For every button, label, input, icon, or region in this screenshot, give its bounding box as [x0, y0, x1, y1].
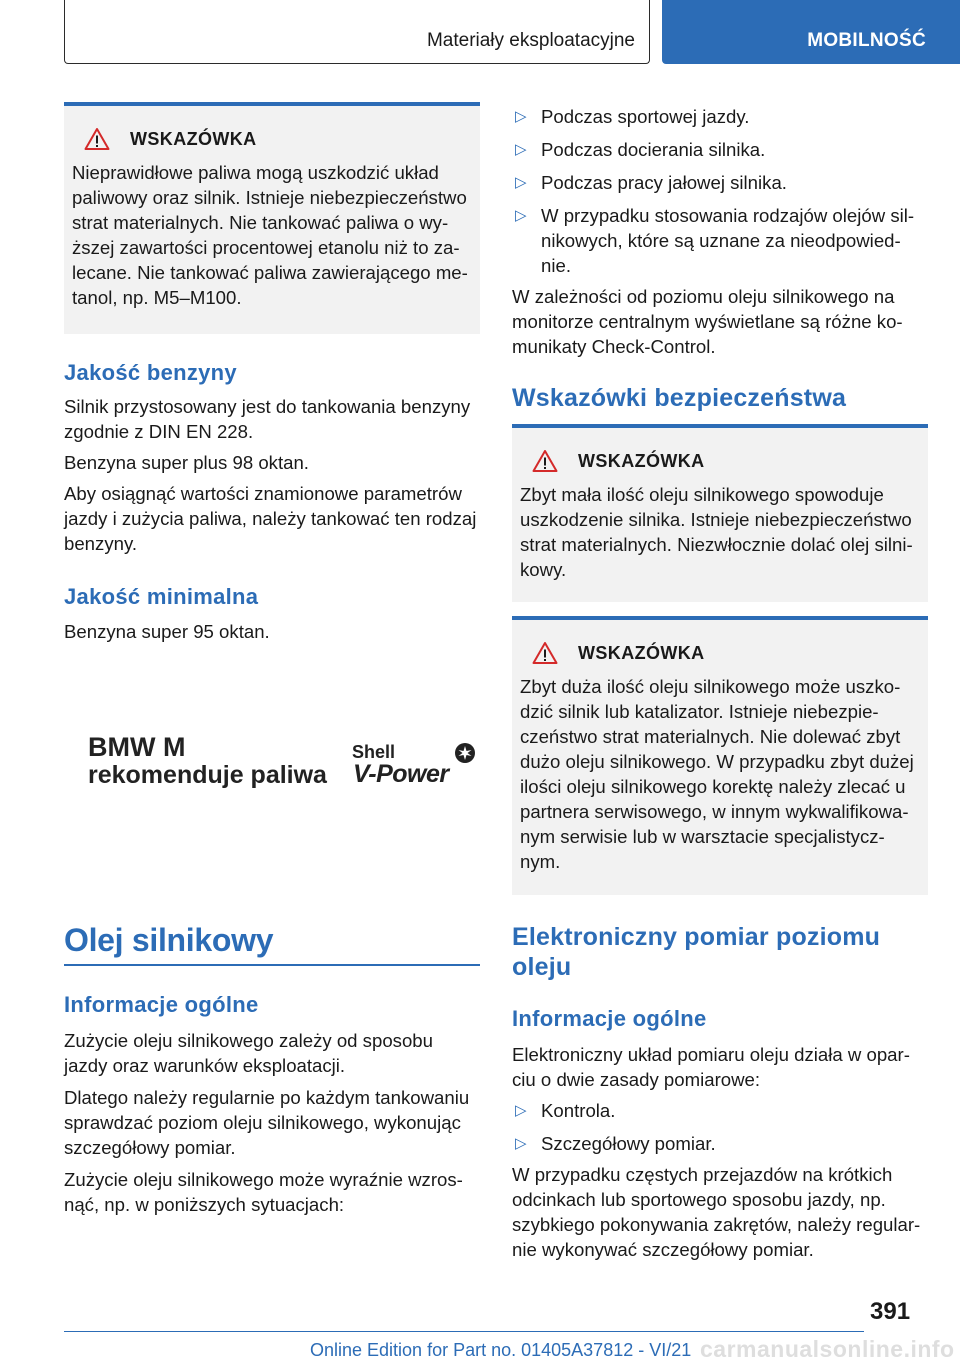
chapter-divider [64, 964, 480, 966]
chapter-tab [662, 0, 960, 64]
warning-header [520, 446, 920, 476]
paragraph: Dlatego należy regularnie po każdym tankowaniu sprawdzać poziom oleju silnikowego, wykonując szczegółowy pomiar. [64, 1087, 470, 1158]
warning-triangle-icon [532, 449, 558, 473]
page-number: 391 [870, 1298, 911, 1325]
triangle-right-icon: ▷ [515, 207, 527, 224]
warning-title: WSKAZÓWKA [130, 128, 257, 149]
general-info-heading: Informacje ogólne [64, 992, 259, 1017]
warning-box-excess-oil [512, 616, 928, 895]
logo-line1: BMW M [88, 732, 186, 762]
logo-brand: Shell [352, 742, 396, 762]
minimum-quality-heading: Jakość minimalna [64, 584, 259, 609]
list-item: ▷ Podczas docierania silnika. [515, 139, 766, 160]
warning-triangle-icon [532, 641, 558, 665]
list-item: ▷ Podczas pracy jałowej silnika. [515, 172, 787, 193]
oil-consumption-situations [512, 104, 928, 286]
bmw-m-shell-logo [88, 734, 480, 792]
engine-oil-chapter-title: Olej silnikowy [64, 922, 274, 958]
gasoline-quality-body [64, 394, 480, 556]
warning-title: WSKAZÓWKA [578, 642, 705, 663]
edition-note: Online Edition for Part no. 01405A37812 - VI/21 [310, 1340, 692, 1360]
warning-box-fuel [64, 102, 480, 334]
watermark: carmanualsonline.info [700, 1336, 955, 1362]
section-title: Materiały eksploatacyjne [426, 30, 635, 51]
warning-triangle-icon [84, 127, 110, 151]
warning-header [72, 124, 472, 154]
minimum-quality-text: Benzyna super 95 oktan. [64, 621, 270, 642]
logo-product: V-Power [353, 760, 449, 788]
list-item: ▷ Szczegółowy pomiar. [515, 1133, 716, 1154]
measurement-principles [512, 1098, 928, 1164]
list-item: ▷ W przypadku stosowania rodzajów olejów sil-nikowych, które są uznane za nieodpowied-nie. [515, 205, 915, 276]
measurement-recommendation: W przypadku częstych przejazdów na krótkich odcinkach lub sportowego sposobu jazdy, np. szybkiego pokonywania zakrętów, należy regular-nie wykonywać szczegółowy pomiar. [512, 1164, 921, 1260]
logo-line2: rekomenduje paliwa [88, 761, 327, 789]
electronic-measurement-heading: Elektroniczny pomiar poziomu oleju [512, 923, 881, 981]
gasoline-quality-heading: Jakość benzyny [64, 360, 237, 385]
triangle-right-icon: ▷ [515, 1135, 527, 1152]
warning-text: Nieprawidłowe paliwa mogą uszkodzić układ paliwowy oraz silnik. Istnieje niebezpieczeństwo strat materialnych. Nie tankować paliwa o wy-ższej zawartości procentowej etanolu niż to za-lecane. Nie tankować paliwa zawierającego me-tanol, np. M5–M100. [72, 162, 468, 308]
paragraph: Benzyna super plus 98 oktan. [64, 452, 309, 473]
check-control-text: W zależności od poziomu oleju silnikowego na monitorze centralnym wyświetlane są różne ko-munikaty Check-Control. [512, 286, 903, 357]
warning-title: WSKAZÓWKA [578, 450, 705, 471]
triangle-right-icon: ▷ [515, 141, 527, 158]
measurement-intro: Elektroniczny układ pomiaru oleju działa w opar-ciu o dwie zasady pomiarowe: [512, 1044, 910, 1090]
paragraph: Zużycie oleju silnikowego zależy od sposobu jazdy oraz warunków eksploatacji. [64, 1030, 433, 1076]
page-header [0, 0, 960, 66]
general-info-body [64, 1028, 480, 1217]
warning-header [520, 638, 920, 668]
shell-emblem-icon [454, 742, 476, 764]
footer-divider [64, 1331, 864, 1332]
paragraph: Aby osiągnąć wartości znamionowe parametrów jazdy i zużycia paliwa, należy tankować ten rodzaj benzyny. [64, 483, 477, 554]
warning-box-low-oil [512, 424, 928, 602]
measurement-general-heading: Informacje ogólne [512, 1006, 707, 1031]
list-item: ▷ Kontrola. [515, 1100, 616, 1121]
triangle-right-icon: ▷ [515, 108, 527, 125]
safety-heading: Wskazówki bezpieczeństwa [512, 384, 847, 412]
paragraph: Silnik przystosowany jest do tankowania benzyny zgodnie z DIN EN 228. [64, 396, 471, 442]
section-tab [64, 0, 650, 64]
warning-text: Zbyt mała ilość oleju silnikowego spowoduje uszkodzenie silnika. Istnieje niebezpieczeństwo strat materialnych. Niezwłocznie dolać olej silni-kowy. [520, 484, 913, 580]
chapter-label: MOBILNOŚĆ [807, 30, 926, 51]
warning-text: Zbyt duża ilość oleju silnikowego może uszko-dzić silnik lub katalizator. Istnieje niebezpie-czeństwo strat materialnych. Nie dolewać zbyt dużo oleju silnikowego. W przypadku zbyt dużej ilości oleju silnikowego korektę należy zlecać u partnera serwisowego, w innym wykwalifikowa-nym serwisie lub w warsztacie specjalistycz-nym. [520, 676, 914, 872]
triangle-right-icon: ▷ [515, 174, 527, 191]
paragraph: Zużycie oleju silnikowego może wyraźnie wzros-nąć, np. w poniższych sytuacjach: [64, 1169, 463, 1215]
list-item: ▷ Podczas sportowej jazdy. [515, 106, 750, 127]
triangle-right-icon: ▷ [515, 1102, 527, 1119]
